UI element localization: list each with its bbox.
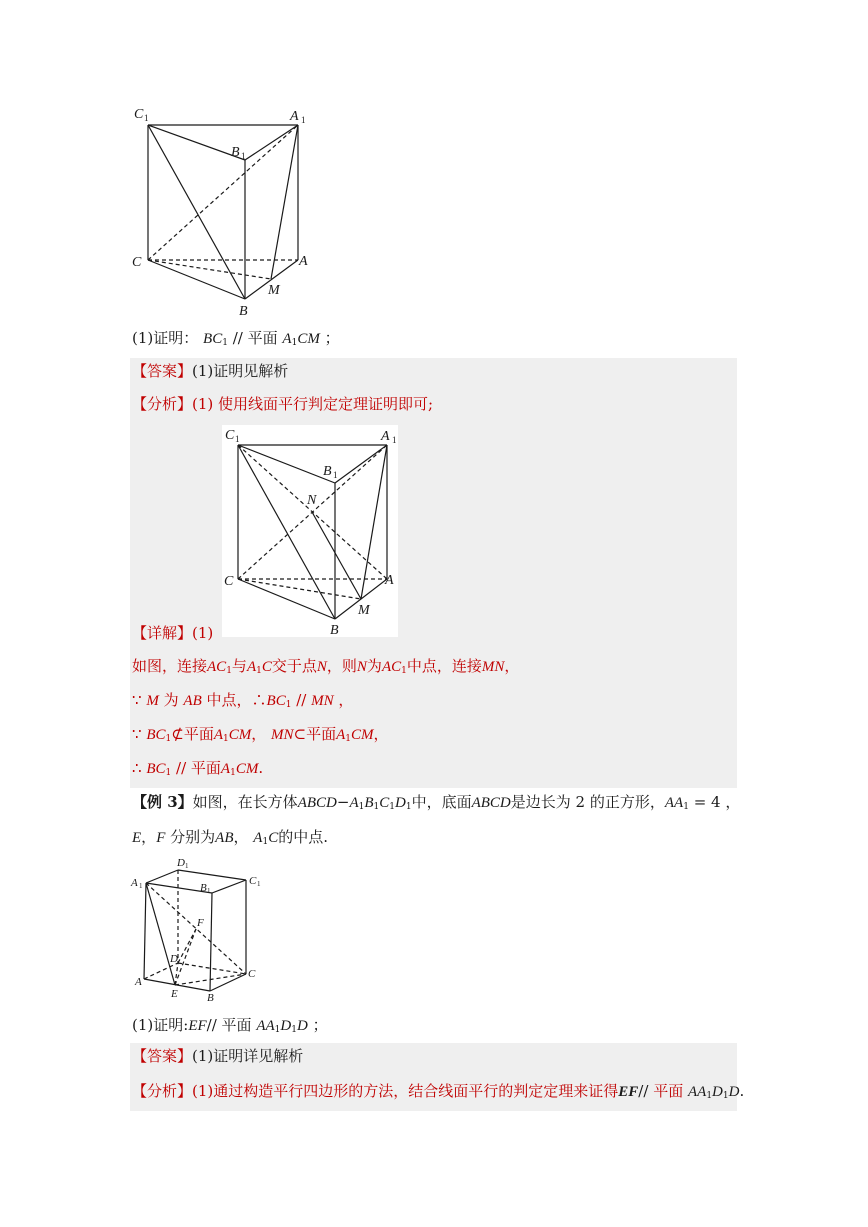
example-3-line-1: 【例 3】如图，在长方体$ABCD-A_1B_1C_1D_1$中，底面ABCD是边长为 2 的正方形，$AA_1 = 4$ ， bbox=[132, 793, 741, 812]
svg-text:1: 1 bbox=[333, 470, 338, 480]
label-C: C bbox=[248, 968, 256, 980]
label-D: D bbox=[170, 953, 178, 965]
example-3-line-2: E，F 分别为AB， $A_1C$的中点. bbox=[132, 828, 328, 847]
label-B1: B bbox=[323, 464, 332, 479]
svg-text:1: 1 bbox=[235, 434, 240, 444]
svg-text:1: 1 bbox=[241, 151, 246, 161]
label-C1: C bbox=[225, 428, 235, 443]
label-E: E bbox=[171, 988, 178, 1000]
svg-text:1: 1 bbox=[207, 887, 211, 895]
label-N: N bbox=[307, 493, 317, 508]
svg-text:1: 1 bbox=[392, 435, 397, 445]
label-M: M bbox=[268, 283, 280, 298]
label-C: C bbox=[132, 255, 142, 270]
label-A1: A bbox=[381, 429, 390, 444]
answer-1: 【答案】(1)证明见解析 bbox=[132, 362, 289, 380]
label-D1: D bbox=[177, 857, 185, 869]
label-C1: C bbox=[134, 107, 144, 122]
svg-text:1: 1 bbox=[144, 113, 149, 123]
label-M: M bbox=[358, 603, 370, 618]
label-F: F bbox=[197, 917, 204, 929]
label-A: A bbox=[385, 573, 394, 588]
label-A: A bbox=[299, 254, 308, 269]
label-B: B bbox=[239, 304, 248, 319]
question-1: (1)证明： $BC_1$ // 平面 $A_1CM$ ； bbox=[132, 329, 340, 348]
proof-line-1: 如图，连接$AC_1$与$A_1C$交于点N，则N为$AC_1$中点，连接MN， bbox=[132, 657, 520, 676]
svg-text:1: 1 bbox=[257, 880, 261, 888]
figure-prism-2 bbox=[222, 425, 398, 637]
label-A1: A bbox=[290, 109, 299, 124]
svg-text:1: 1 bbox=[139, 882, 143, 890]
proof-line-2: ∵ M 为 AB 中点，$\therefore BC_1$ // MN ， bbox=[132, 691, 354, 710]
svg-text:1: 1 bbox=[301, 115, 306, 125]
svg-text:1: 1 bbox=[185, 862, 189, 870]
question-3: (1)证明:EF// 平面 $AA_1D_1D$ ； bbox=[132, 1016, 328, 1035]
proof-line-3: ∵ $BC_1⊄$平面$A_1CM$， MN⊂平面$A_1CM$， bbox=[132, 725, 389, 744]
label-C: C bbox=[224, 574, 234, 589]
analysis-1: 【分析】(1) 使用线面平行判定定理证明即可; bbox=[132, 395, 434, 413]
figure-prism-1 bbox=[130, 100, 320, 320]
label-C1: C bbox=[249, 875, 257, 887]
label-B1: B bbox=[200, 882, 207, 894]
label-B: B bbox=[207, 992, 214, 1004]
proof-line-4: ∴ $BC_1$ // 平面$A_1CM$. bbox=[132, 759, 264, 778]
answer-3: 【答案】(1)证明详见解析 bbox=[132, 1047, 304, 1065]
label-A: A bbox=[135, 976, 142, 988]
label-A1: A bbox=[131, 877, 138, 889]
detail-1: 【详解】(1) bbox=[132, 624, 214, 642]
figure-cuboid bbox=[130, 853, 270, 1005]
label-B: B bbox=[330, 623, 339, 637]
analysis-3: 【分析】(1)通过构造平行四边形的方法，结合线面平行的判定定理来证得EF// 平面 $AA_1D_1D$. bbox=[132, 1082, 745, 1101]
label-B1: B bbox=[231, 145, 240, 160]
